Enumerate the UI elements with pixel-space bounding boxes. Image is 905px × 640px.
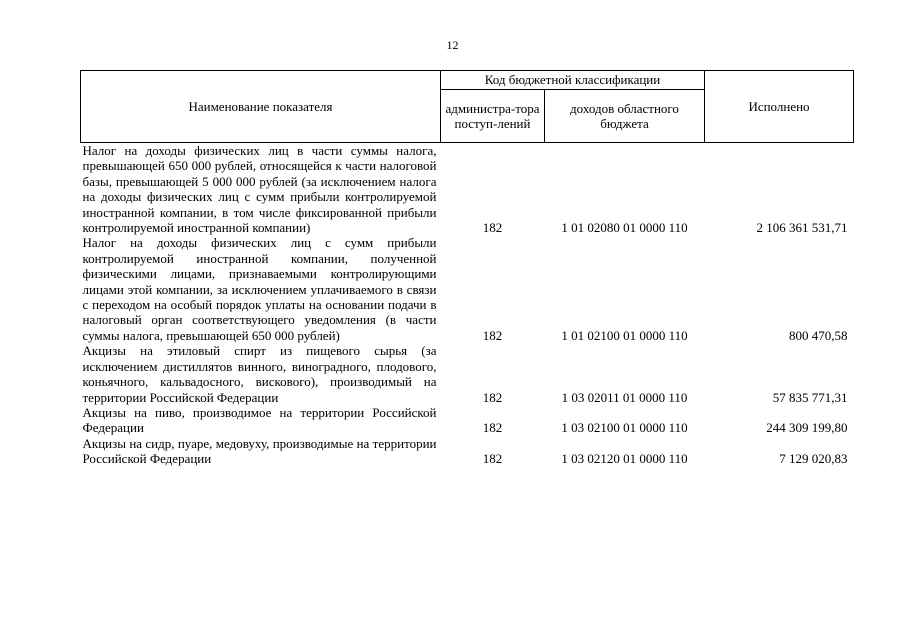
table-row [81,235,854,343]
row-admin-code: 182 [482,451,503,467]
row-executed-amount: 57 835 771,31 [772,389,848,405]
row-classification-code: 1 03 02120 01 0000 110 [561,451,688,467]
row-admin-code: 182 [482,220,503,236]
table-row [81,436,854,467]
row-name: Налог на доходы физических лиц с сумм прибыли контролируемой иностранной компании, полученной физическими лицами, признаваемыми контролирующими лицами этой компании, за исключением уплачиваемого в связи с переходом на особый порядок уплаты на основании подачи в налоговый орган соответствующего уведомления (в части суммы налога, превышающей 650 000 рублей) [82,235,437,343]
table-row [81,143,854,236]
header-regional-budget-revenue: доходов областного бюджета [545,90,705,143]
row-classification-code: 1 01 02100 01 0000 110 [561,327,688,343]
header-name: Наименование показателя [81,71,441,143]
header-executed: Исполнено [705,71,854,143]
row-classification-code: 1 03 02011 01 0000 110 [561,389,688,405]
row-classification-code: 1 01 02080 01 0000 110 [561,220,688,236]
table-row [81,343,854,405]
row-admin-code: 182 [482,389,503,405]
row-name: Акцизы на пиво, производимое на территории Российской Федерации [82,404,437,436]
row-admin-code: 182 [482,327,503,343]
header-budget-classification-code: Код бюджетной классификации [441,71,705,90]
row-name: Акцизы на этиловый спирт из пищевого сырья (за исключением дистиллятов винного, виноградного, плодового, коньячного, кальвадосного, вискового), производимый на территории Российской Федерации [82,343,437,405]
row-executed-amount: 244 309 199,80 [766,420,848,436]
budget-table [80,70,854,467]
page-number: 12 [446,38,459,52]
row-executed-amount: 7 129 020,83 [779,451,848,467]
row-name: Налог на доходы физических лиц в части суммы налога, превышающей 650 000 рублей, относящейся к части налоговой базы, превышающей 5 000 000 рублей (за исключением налога на доходы физических лиц с сумм прибыли контролируемой иностранной компании, в том числе фиксированной прибыли контролируемой иностранной компании) [82,143,437,236]
header-revenue-administrator: администра-тора поступ-лений [441,90,545,143]
row-executed-amount: 2 106 361 531,71 [756,220,848,236]
table-header [81,71,854,143]
row-classification-code: 1 03 02100 01 0000 110 [561,420,688,436]
row-name: Акцизы на сидр, пуаре, медовуху, производимые на территории Российской Федерации [82,435,437,467]
row-admin-code: 182 [482,420,503,436]
table-row [81,405,854,436]
row-executed-amount: 800 470,58 [789,327,848,343]
